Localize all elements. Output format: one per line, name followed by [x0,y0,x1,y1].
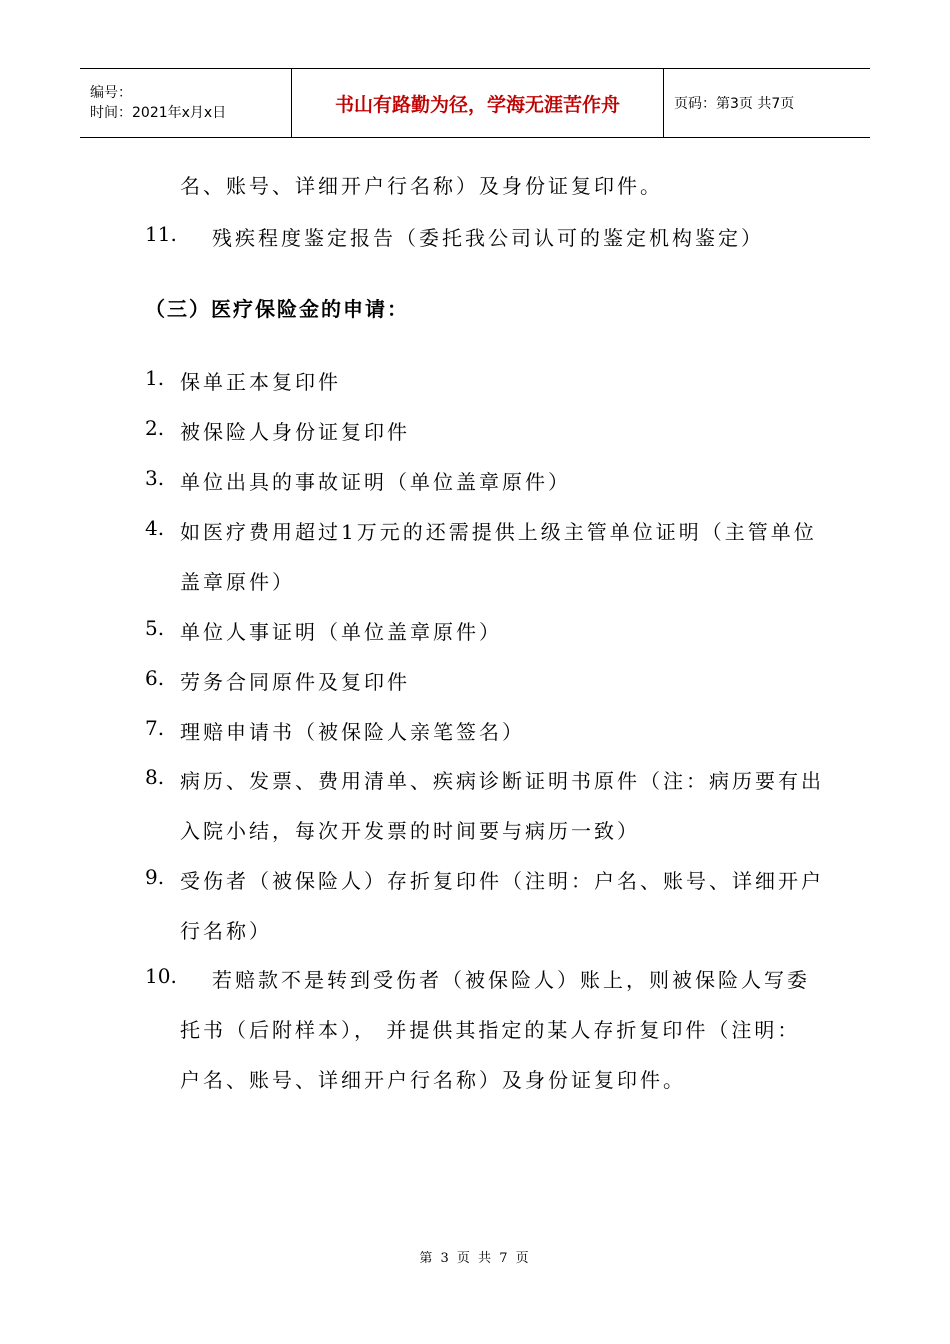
header-motto: 书山有路勤为径，学海无涯苦作舟 [291,69,664,137]
list-item-number: 2. [145,416,165,440]
list-item-text: 单位人事证明（单位盖章原件） [180,620,502,644]
header-left [80,69,291,137]
document-number-label: 编号： [90,85,132,101]
list-item-number: 11. [145,222,177,246]
list-item-text: 理赔申请书（被保险人亲笔签名） [180,720,525,744]
list-item-text: 被保险人身份证复印件 [180,420,410,444]
list-item-text: 户名、账号、详细开户行名称）及身份证复印件。 [180,1068,686,1092]
list-item-text: 行名称） [180,919,272,943]
list-item-text: 残疾程度鉴定报告（委托我公司认可的鉴定机构鉴定） [212,226,764,250]
section-heading: （三）医疗保险金的申请： [145,297,409,321]
header-page-label: 页码：第3页 共7页 [674,96,795,112]
list-item-number: 9. [145,865,165,889]
list-item-number: 6. [145,666,165,690]
list-item-number: 7. [145,716,165,740]
list-item-text: 入院小结，每次开发票的时间要与病历一致） [180,819,640,843]
list-item-number: 8. [145,765,165,789]
continued-line: 名、账号、详细开户行名称）及身份证复印件。 [180,174,663,198]
list-item-number: 1. [145,366,165,390]
list-item-text: 盖章原件） [180,570,295,594]
list-item-number: 4. [145,516,165,540]
list-item-number: 10. [145,964,177,988]
list-item-number: 3. [145,466,165,490]
page-footer: 第 3 页 共 7 页 [419,1251,531,1266]
list-item-text: 受伤者（被保险人）存折复印件（注明：户名、账号、详细开户 [180,869,824,893]
list-item-text: 保单正本复印件 [180,370,341,394]
list-item-text: 病历、发票、费用清单、疾病诊断证明书原件（注：病历要有出 [180,769,824,793]
list-item-text: 单位出具的事故证明（单位盖章原件） [180,470,571,494]
list-item-text: 若赔款不是转到受伤者（被保险人）账上，则被保险人写委 [212,968,810,992]
list-item-text: 如医疗费用超过1万元的还需提供上级主管单位证明（主管单位 [180,520,817,544]
list-item-text: 劳务合同原件及复印件 [180,670,410,694]
document-time-label: 时间：2021年x月x日 [90,105,227,121]
list-item-number: 5. [145,616,165,640]
page-header [80,68,870,138]
list-item-text: 托书（后附样本）， 并提供其指定的某人存折复印件（注明： [180,1018,801,1042]
